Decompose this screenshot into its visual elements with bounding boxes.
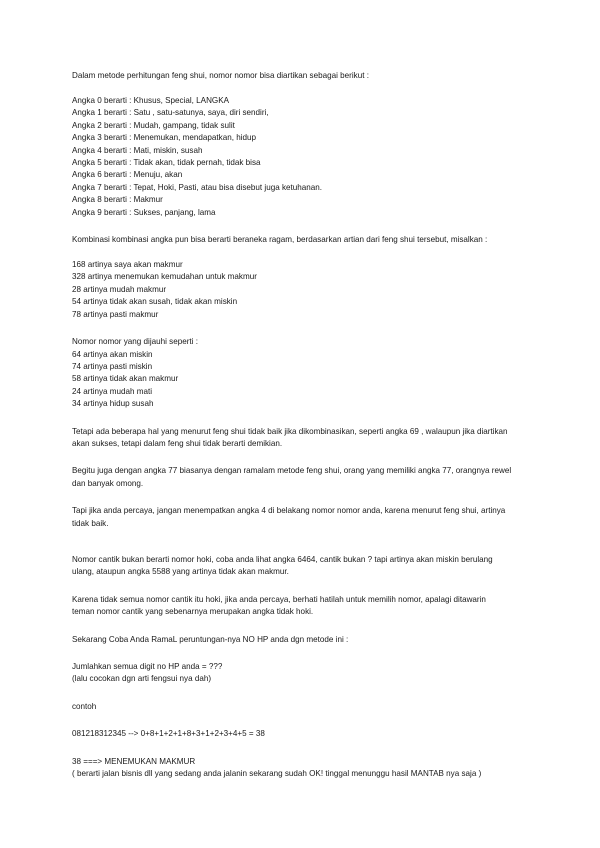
good-examples-list xyxy=(72,259,540,321)
good-example-item: 168 artinya saya akan makmur xyxy=(72,260,183,270)
paragraph-line: teman nomor cantik yang sebenarnya merupakan angka tidak hoki. xyxy=(72,607,314,617)
paragraph-line: ulang, ataupun angka 5588 yang artinya tidak akan makmur. xyxy=(72,567,289,577)
digit-meaning-6: Angka 6 berarti : Menuju, akan xyxy=(72,170,183,180)
instructions xyxy=(72,661,540,686)
avoid-example-item: 24 artinya mudah mati xyxy=(72,386,153,396)
paragraph-5 xyxy=(72,594,540,619)
good-example-item: 78 artinya pasti makmur xyxy=(72,309,159,319)
result-line: ( berarti jalan bisnis dll yang sedang anda jalanin sekarang sudah OK! tinggal menunggu hasil MANTAB nya saja ) xyxy=(72,769,482,779)
result-block xyxy=(72,756,540,781)
avoid-example-item: 34 artinya hidup susah xyxy=(72,399,154,409)
paragraph-6: Sekarang Coba Anda RamaL peruntungan-nya NO HP anda dgn metode ini : xyxy=(72,634,349,644)
paragraph-line: dan banyak omong. xyxy=(72,478,144,488)
result-line: 38 ===> MENEMUKAN MAKMUR xyxy=(72,756,196,766)
intro-text: Dalam metode perhitungan feng shui, nomor nomor bisa diartikan sebagai berikut : xyxy=(72,71,369,80)
example-calculation: 081218312345 --> 0+8+1+2+1+8+3+1+2+3+4+5 = 38 xyxy=(72,729,265,739)
digit-meaning-0: Angka 0 berarti : Khusus, Special, LANGKA xyxy=(72,96,230,105)
digit-meaning-4: Angka 4 berarti : Mati, miskin, susah xyxy=(72,145,203,155)
paragraph-line: Begitu juga dengan angka 77 biasanya dengan ramalam metode feng shui, orang yang memiliki angka 77, orangnya rewel xyxy=(72,466,512,476)
avoid-title: Nomor nomor yang dijauhi seperti : xyxy=(72,337,198,347)
digit-meaning-1: Angka 1 berarti : Satu , satu-satunya, saya, diri sendiri, xyxy=(72,108,269,118)
digit-meaning-9: Angka 9 berarti : Sukses, panjang, lama xyxy=(72,207,216,217)
paragraph-line: tidak baik. xyxy=(72,518,109,528)
paragraph-3 xyxy=(72,505,540,530)
digit-meaning-5: Angka 5 berarti : Tidak akan, tidak pernah, tidak bisa xyxy=(72,158,261,168)
combination-intro: Kombinasi kombinasi angka pun bisa berarti beraneka ragam, berdasarkan artian dari feng shui tersebut, misalkan : xyxy=(72,235,488,245)
contoh-label: contoh xyxy=(72,701,97,711)
paragraph-1 xyxy=(72,426,540,451)
avoid-example-item: 64 artinya akan miskin xyxy=(72,349,153,359)
paragraph-4 xyxy=(72,554,540,579)
digit-meanings-list xyxy=(72,95,540,219)
good-example-item: 54 artinya tidak akan susah, tidak akan miskin xyxy=(72,297,238,307)
paragraph-line: Nomor cantik bukan berarti nomor hoki, coba anda lihat angka 6464, cantik bukan ? tapi artinya akan miskin berulang xyxy=(72,554,493,564)
paragraph-line: Karena tidak semua nomor cantik itu hoki, jika anda percaya, berhati hatilah untuk memilih nomor, apalagi ditawarin xyxy=(72,594,486,604)
good-example-item: 28 artinya mudah makmur xyxy=(72,284,167,294)
digit-meaning-8: Angka 8 berarti : Makmur xyxy=(72,195,163,205)
paragraph-line: Tetapi ada beberapa hal yang menurut feng shui tidak baik jika dikombinasikan, seperti angka 69 , walaupun jika diartikan xyxy=(72,426,508,436)
avoid-examples-list xyxy=(72,336,540,410)
avoid-example-item: 74 artinya pasti miskin xyxy=(72,361,153,371)
digit-meaning-2: Angka 2 berarti : Mudah, gampang, tidak sulit xyxy=(72,120,235,130)
paragraph-line: Tapi jika anda percaya, jangan menempatkan angka 4 di belakang nomor nomor anda, karena menurut feng shui, artinya xyxy=(72,506,506,516)
good-example-item: 328 artinya menemukan kemudahan untuk makmur xyxy=(72,272,257,282)
digit-meaning-3: Angka 3 berarti : Menemukan, mendapatkan, hidup xyxy=(72,133,257,143)
digit-meaning-7: Angka 7 berarti : Tepat, Hoki, Pasti, atau bisa disebut juga ketuhanan. xyxy=(72,182,323,192)
instruction-line: (lalu cocokan dgn arti fengsui nya dah) xyxy=(72,674,212,684)
paragraph-line: akan sukses, tetapi dalam feng shui tidak berarti demikian. xyxy=(72,438,283,448)
avoid-example-item: 58 artinya tidak akan makmur xyxy=(72,374,179,384)
paragraph-2 xyxy=(72,465,540,490)
instruction-line: Jumlahkan semua digit no HP anda = ??? xyxy=(72,662,223,671)
